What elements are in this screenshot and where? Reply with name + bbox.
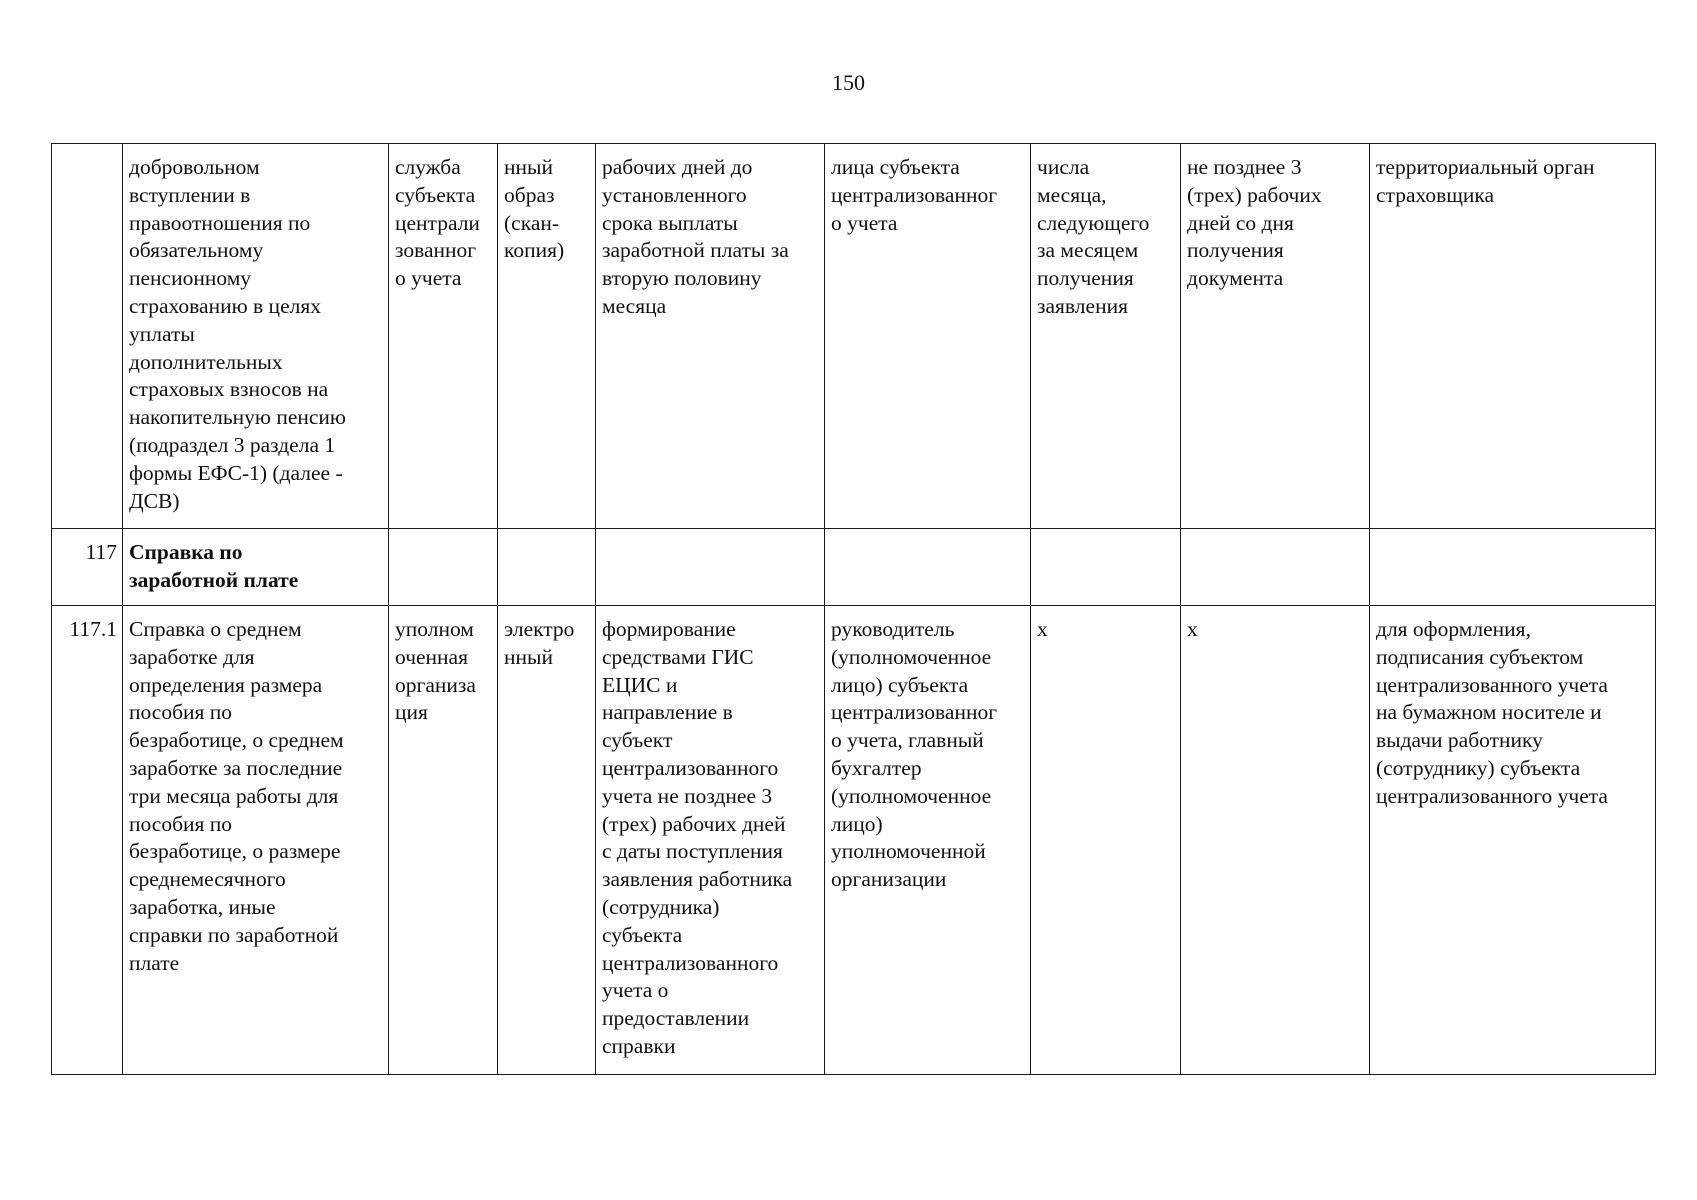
responsible-cell: служба субъекта централи зованног о учета xyxy=(389,144,498,529)
procedure-cell: рабочих дней до установленного срока выплаты заработной платы за вторую половину месяца xyxy=(596,144,825,529)
signatory-cell: лица субъекта централизованног о учета xyxy=(825,144,1031,529)
responsible-cell xyxy=(389,529,498,606)
processing-term-cell: х xyxy=(1181,606,1370,1075)
procedure-cell xyxy=(596,529,825,606)
responsible-cell: уполном оченная организа ция xyxy=(389,606,498,1075)
document-name-cell: добровольном вступлении в правоотношения по обязательному пенсионному страхованию в целях уплаты дополнительных страховых взносов на накопительную пенсию (подраздел 3 раздела 1 формы ЕФС-1) (далее - ДСВ) xyxy=(123,144,389,529)
page-number: 150 xyxy=(832,70,865,95)
deadline-cell: х xyxy=(1031,606,1181,1075)
row-number-cell xyxy=(52,144,123,529)
table-row xyxy=(52,606,1656,1075)
procedure-cell: формирование средствами ГИС ЕЦИС и направление в субъект централизованного учета не позднее 3 (трех) рабочих дней с даты поступления заявления работника (сотрудника) субъекта централизованного учета о предоставлении справки xyxy=(596,606,825,1075)
format-cell xyxy=(498,529,596,606)
processing-term-cell: не позднее 3 (трех) рабочих дней со дня получения документа xyxy=(1181,144,1370,529)
row-number-cell: 117 xyxy=(52,529,123,606)
row-number-cell: 117.1 xyxy=(52,606,123,1075)
recipient-cell xyxy=(1370,529,1656,606)
deadline-cell: числа месяца, следующего за месяцем получения заявления xyxy=(1031,144,1181,529)
section-title-cell: Справка по заработной плате xyxy=(123,529,389,606)
signatory-cell: руководитель (уполномоченное лицо) субъекта централизованног о учета, главный бухгалтер (уполномоченное лицо) уполномоченной организации xyxy=(825,606,1031,1075)
recipient-cell: территориальный орган страховщика xyxy=(1370,144,1656,529)
format-cell: электро нный xyxy=(498,606,596,1075)
signatory-cell xyxy=(825,529,1031,606)
deadline-cell xyxy=(1031,529,1181,606)
processing-term-cell xyxy=(1181,529,1370,606)
format-cell: нный образ (скан- копия) xyxy=(498,144,596,529)
table-row xyxy=(52,529,1656,606)
document-name-cell: Справка о среднем заработке для определения размера пособия по безработице, о среднем заработке за последние три месяца работы для пособия по безработице, о размере среднемесячного заработка, иные справки по заработной плате xyxy=(123,606,389,1075)
recipient-cell: для оформления, подписания субъектом централизованного учета на бумажном носителе и выдачи работнику (сотруднику) субъекта централизованного учета xyxy=(1370,606,1656,1075)
document-table xyxy=(51,143,1656,1075)
table-row xyxy=(52,144,1656,529)
